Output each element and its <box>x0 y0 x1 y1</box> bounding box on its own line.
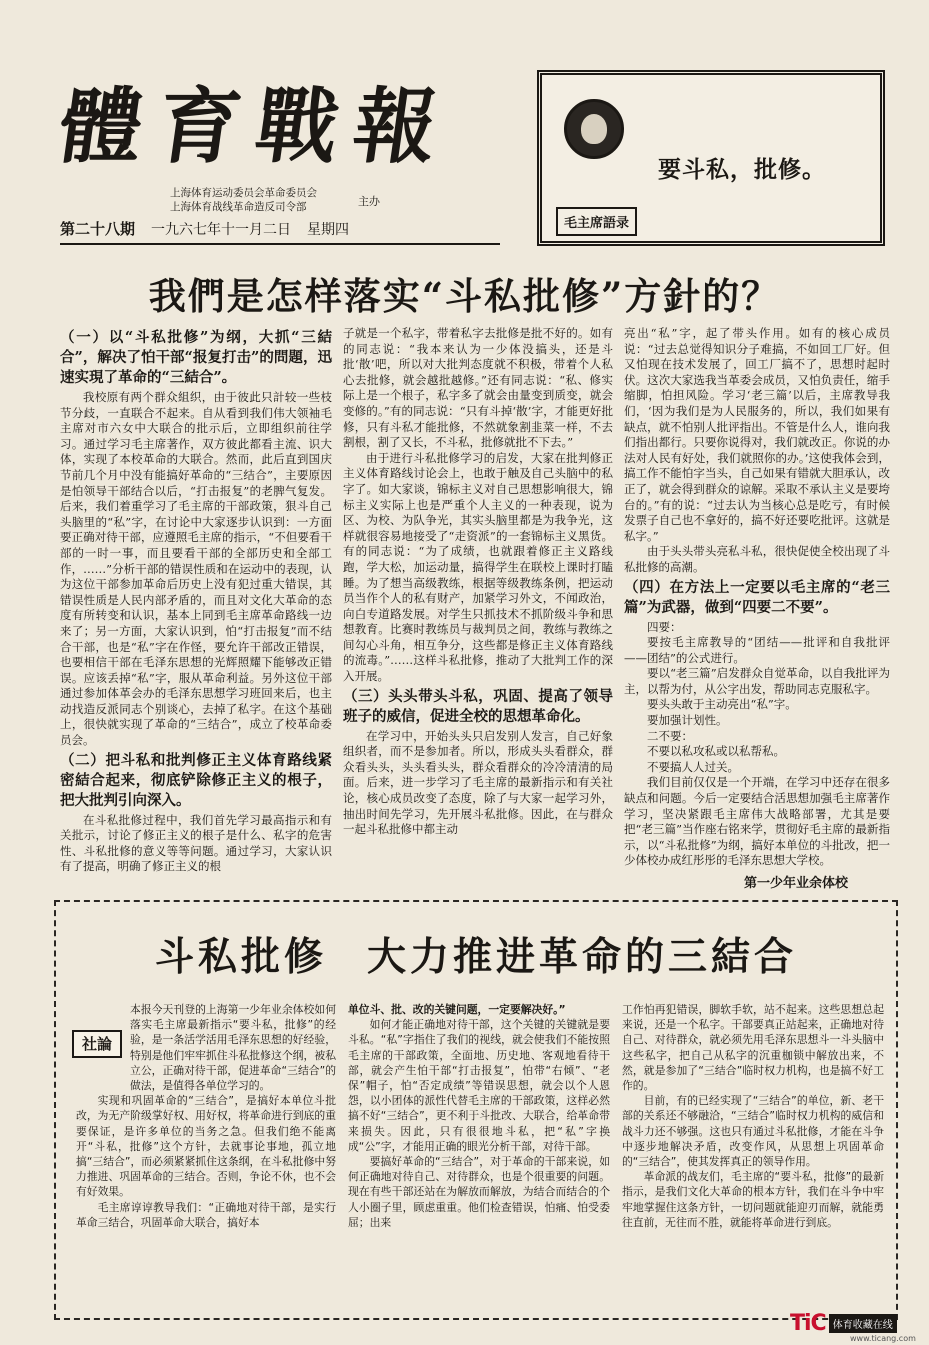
editorial-title-part: 斗私批修 <box>154 934 327 980</box>
paragraph: 四要： <box>647 619 682 634</box>
masthead-char: 戰 <box>249 79 347 175</box>
section-heading-4: （四）在方法上一定要以毛主席的“老三篇”为武器，做到“四要二不要”。 <box>624 578 890 616</box>
editorial-badge: 社論 <box>72 1030 122 1058</box>
paragraph: 我校原有两个群众組织，由于彼此只計较一些枝节分歧，一直联合不起来。自从看到我们伟大领袖毛主席对市六女中大联合的批示后，立即组织前往学习。通过学习毛主席著作，双方彼此都看主流、识大体，实现了本校革命的大联合。然而，此后直到国庆节前几个月中没有能搞好革命的“三结合”，主要原因是怕领导干部结合以后，“打击报复”的老脾气复发。后来，我们着重学习了毛主席的干部政策，狠斗自己头脑里的“私”字，在讨论中大家逐步认识到：一方面要正确对待干部，应遵照毛主席的指示，“不但要看干部的一时一事，而且要看干部的全部历史和全部工作，……”分析干部的错误性质和在运动中的表现，认为这位干部参加革命后历史上没有犯过重大错误，其错误性质是人民内部矛盾的，而且对文化大革命的态度有所转变和认识，基本上同到毛主席革命路线一边来了；另一方面，大家认识到，怕“打击报复”而不结合干部，也是“私”字在作怪，要允许干部改正错误，也要相信干部在毛泽东思想的光辉照耀下能够改正错误。应该丢掉“私”字，服从革命利益。另外这位干部通过参加体革会办的毛泽东思想学习班回来后，也主动找造反派同志个别谈心，去掉了私字。在这个基础上，很快就实现了革命的“三结合”，成立了校革命委员会。 <box>60 390 332 748</box>
article-column-1 <box>60 326 332 886</box>
masthead-char: 報 <box>347 79 445 175</box>
masthead-title <box>53 72 480 182</box>
issue-number: 第二十八期 <box>60 220 136 238</box>
paragraph: 亮出“私”字，起了带头作用。如有的核心成员说：“过去总觉得知识分子难搞，不如回工厂好。但又怕现在技术发展了，回工厂搞不了，思想时起时伏。这次大家选我当革委会成员，又怕负责任，缩手缩脚，怕担风险。学习‘老三篇’以后，主席教导我们，‘因为我们是为人民服务的，所以，我们如果有缺点，就不怕别人批评指出。不管是什么人，谁向我们指出都行。只要你说得对，我们就改正。你说的办法对人民有好处，我们就照你的办。’这使我体会到，搞工作不能怕字当头，自己如果有错就大胆承认，改正了，就会得到群众的谅解。采取不承认主义是要垮台的。”有的说：“过去认为当核心总是吃亏，有时候发票子自己也不拿好的，搞不好还要吃批评。这就是私字。” <box>624 326 890 543</box>
portrait-icon <box>564 99 624 159</box>
paragraph: 要加强计划性。 <box>647 713 728 728</box>
paragraph: 要搞好革命的“三结合”，对于革命的干部来说，如何正确地对待自己、对待群众，也是个很重要的问题。现在有些干部还站在为解放而解放，为结合而结合的个人小圈子里，顾虑重重。他们检查错误，怕痛、怕受委屈；出来 <box>348 1155 610 1229</box>
article-column-3 <box>624 326 890 886</box>
organizer-suffix: 主办 <box>358 195 380 208</box>
paragraph: 要头头敢于主动亮出“私”字。 <box>647 697 797 712</box>
paragraph: 单位斗、批、改的关键问题，一定要解决好。” <box>348 1003 566 1016</box>
paragraph: 不要以私攻私或以私帮私。 <box>647 744 785 759</box>
quotation-box <box>537 70 885 246</box>
paragraph: 由于头头带头亮私斗私，很快促使全校出现了斗私批修的高潮。 <box>624 544 890 574</box>
watermark-logo: TiC <box>790 1310 826 1336</box>
editorial-title <box>56 926 896 982</box>
issue-line <box>60 218 500 245</box>
watermark-url: www.ticang.com <box>850 1334 916 1343</box>
paragraph: 要以“老三篇”启发群众自觉革命，以自我批评为主，以帮为付，从公字出发，帮助同志克服私字。 <box>624 666 890 696</box>
masthead-char: 體 <box>53 79 151 175</box>
paragraph: 子就是一个私字，带着私字去批修是批不好的。如有的同志说：“我本来认为一少体没搞头，还是斗批‘散’吧，所以对大批判态度就不积极，带着个人私心去批修，就会越批越修。”还有同志说：“私、修实际上是一个根子，私字多了就会由量变到质变，就会变修的。”有的同志说：“只有斗掉‘散’字，才能更好批修，只有斗私才能批修，不然就象割韭菜一样，不去割根，割了又长，不斗私，批修就批不下去。” <box>343 326 613 450</box>
paragraph: 要按毛主席教导的“团结——批评和自我批评——团结”的公式进行。 <box>624 635 890 665</box>
organizer-line: 上海体育战线革命造反司令部 <box>170 201 307 213</box>
paragraph: 在斗私批修过程中，我们首先学习最高指示和有关批示，讨论了修正主义的根子是什么、私字的危害性、斗私批修的意义等等问题。通过学习，大家认识有了提高，明确了修正主义的根 <box>60 812 332 874</box>
paragraph: 本报今天刊登的上海第一少年业余体校如何落实毛主席最新指示“要斗私，批修”的经验，是一条活学活用毛泽东思想的好经验，特别是他们牢牢抓住斗私批修这个纲，被私立公，正确对待干部，促进革命“三结合”的做法，是值得各单位学习的。 <box>130 1003 336 1093</box>
masthead-char: 育 <box>151 79 249 175</box>
main-headline: 我們是怎样落实“斗私批修”方針的？ <box>148 274 781 318</box>
editorial-box <box>54 900 898 1320</box>
section-heading-1: （一）以“斗私批修”为纲，大抓“三結合”，解决了怕干部“报复打击”的問題，迅速实現了革命的“三結合”。 <box>60 329 332 386</box>
paragraph: 革命派的战友们，毛主席的“要斗私，批修”的最新指示，是我们文化大革命的根本方针，我们在斗争中牢牢地掌握住这条方针，一切问题就能迎刃而解，就能勇往直前，无往而不胜，就能将革命进行到底。 <box>622 1170 884 1229</box>
watermark-text: 体育收藏在线 <box>829 1314 897 1333</box>
section-heading-3: （三）头头带头斗私，巩固、提高了领导班子的威信，促进全校的思想革命化。 <box>343 687 613 725</box>
paragraph: 由于进行斗私批修学习的启发，大家在批判修正主义体育路线讨论会上，也敢于触及自己头脑中的私字了。如大家谈，锦标主义对自己思想影响很大，锦标主义实际上也是严重个人主义的一种表现，说为区、为校、为队争光，其实头脑里都是为我争光，这样就很容易地接受了“走资派”的一套锦标主义黑货。有的同志说：“为了成绩，也就跟着修正主义路线跑，学大松，加运动量，搞得学生在联校上课时打瞌睡。为了想当高级教练，根据等级教练条例，把运动员当作个人的私有财产，加紧学习外文，不闻政治，向白专道路发展。对学生只抓技术不抓阶级斗争和思想教育。比赛时教练员与裁判员之间，教练与教练之间勾心斗角，相互争分，这些都是修正主义体育路线的流毒。”……这样斗私批修，推动了大批判工作的深入开展。 <box>343 450 613 684</box>
paragraph: 目前，有的已经实现了“三结合”的单位，新、老干部的关系还不够融洽，“三结合”临时权力机构的威信和战斗力还不够强。这也只有通过斗私批修，才能在斗争中逐步地解决矛盾，改变作风，从思想上巩固革命的“三结合”，使其发挥真正的领导作用。 <box>622 1094 884 1169</box>
paragraph: 在学习中，开始头头只启发别人发言，自己好象组织者，而不是参加者。所以，形成头头看群众，群众看头头，头头看头头，群众看群众的冷冷清清的局面。后来，进一步学习了毛主席的最新指示和有关社论，核心成员改变了态度，除了与大家一起学习外，抽出时间先学习，先开展斗私批修。因此，在与群众一起斗私批修中都主动 <box>343 728 613 837</box>
section-heading-2: （二）把斗私和批判修正主义体育路线紧密結合起来，彻底铲除修正主义的根子，把大批判引向深入。 <box>60 751 332 809</box>
paragraph: 实现和巩固革命的“三结合”，是搞好本单位斗批改，为无产阶级掌好权、用好权，将革命进行到底的重要保证，是许多单位的当务之急。但我们绝不能离开“斗私，批修”这个方针，去就事论事地，孤立地搞“三结合”，而必须紧紧抓住这条纲，在斗私批修中努力推进、巩固革命的三结合。否则，争论不休，也不会有好效果。 <box>76 1094 336 1199</box>
organizer-line: 上海体育运动委员会革命委员会 <box>170 187 317 199</box>
editorial-column-2 <box>348 1002 610 1312</box>
quotation-label: 毛主席語录 <box>556 207 637 236</box>
quotation-text: 要斗私，批修。 <box>658 156 826 183</box>
article-column-2 <box>343 326 613 886</box>
paragraph: 工作怕再犯错误，脚软手软，站不起来。这些思想总起来说，还是一个私字。干部要真正站起来，正确地对待自己、对待群众，就必须先用毛泽东思想斗一斗头脑中这些私字，把自己从私字的沉重枷锁中解放出来，不然，就是参加了“三结合”临时权力机构，也是搞不好工作的。 <box>622 1003 884 1093</box>
paragraph: 毛主席谆谆教导我们：“正确地对待干部，是实行革命三结合，巩固革命大联合，搞好本 <box>76 1200 336 1229</box>
paragraph: 如何才能正确地对待干部，这个关键的关键就是要斗私。“私”字指住了我们的视线，就会使我们不能按照毛主席的干部政策，全面地、历史地、客观地看待干部，就会产生怕干部“打击报复”，怕带“右倾”、“老保”帽子，怕“否定成绩”等错误思想，就会以个人恩怨，以小团体的派性代替毛主席的干部政策，这样必然搞不好“三结合”，更不利于斗批改、大联合，给革命带来损失。因此，只有很很地斗私，把“私”字换成“公”字，才能用正确的眼光分析干部，对待干部。 <box>348 1018 610 1153</box>
editorial-title-part: 大力推进革命的三結合 <box>367 934 798 980</box>
issue-weekday: 星期四 <box>307 222 350 238</box>
article-byline: 第一少年业余体校 <box>744 876 849 891</box>
editorial-column-3 <box>622 1002 884 1312</box>
organizers <box>170 186 430 214</box>
paragraph: 我们目前仅仅是一个开端，在学习中还存在很多缺点和问题。今后一定要结合活思想加强毛主席著作学习，坚决紧跟毛主席伟大战略部署，尤其是要把“老三篇”当作座右铭来学，贯彻好毛主席的最新指示，以“斗私批修”为纲，搞好本单位的斗批改，把一少体校办成红彤彤的毛泽东思想大学校。 <box>624 775 890 868</box>
paragraph: 不要搞人人过关。 <box>647 759 739 774</box>
editorial-column-1 <box>76 1002 336 1312</box>
issue-date: 一九六七年十一月二日 <box>151 222 292 238</box>
paragraph: 二不要： <box>647 728 693 743</box>
